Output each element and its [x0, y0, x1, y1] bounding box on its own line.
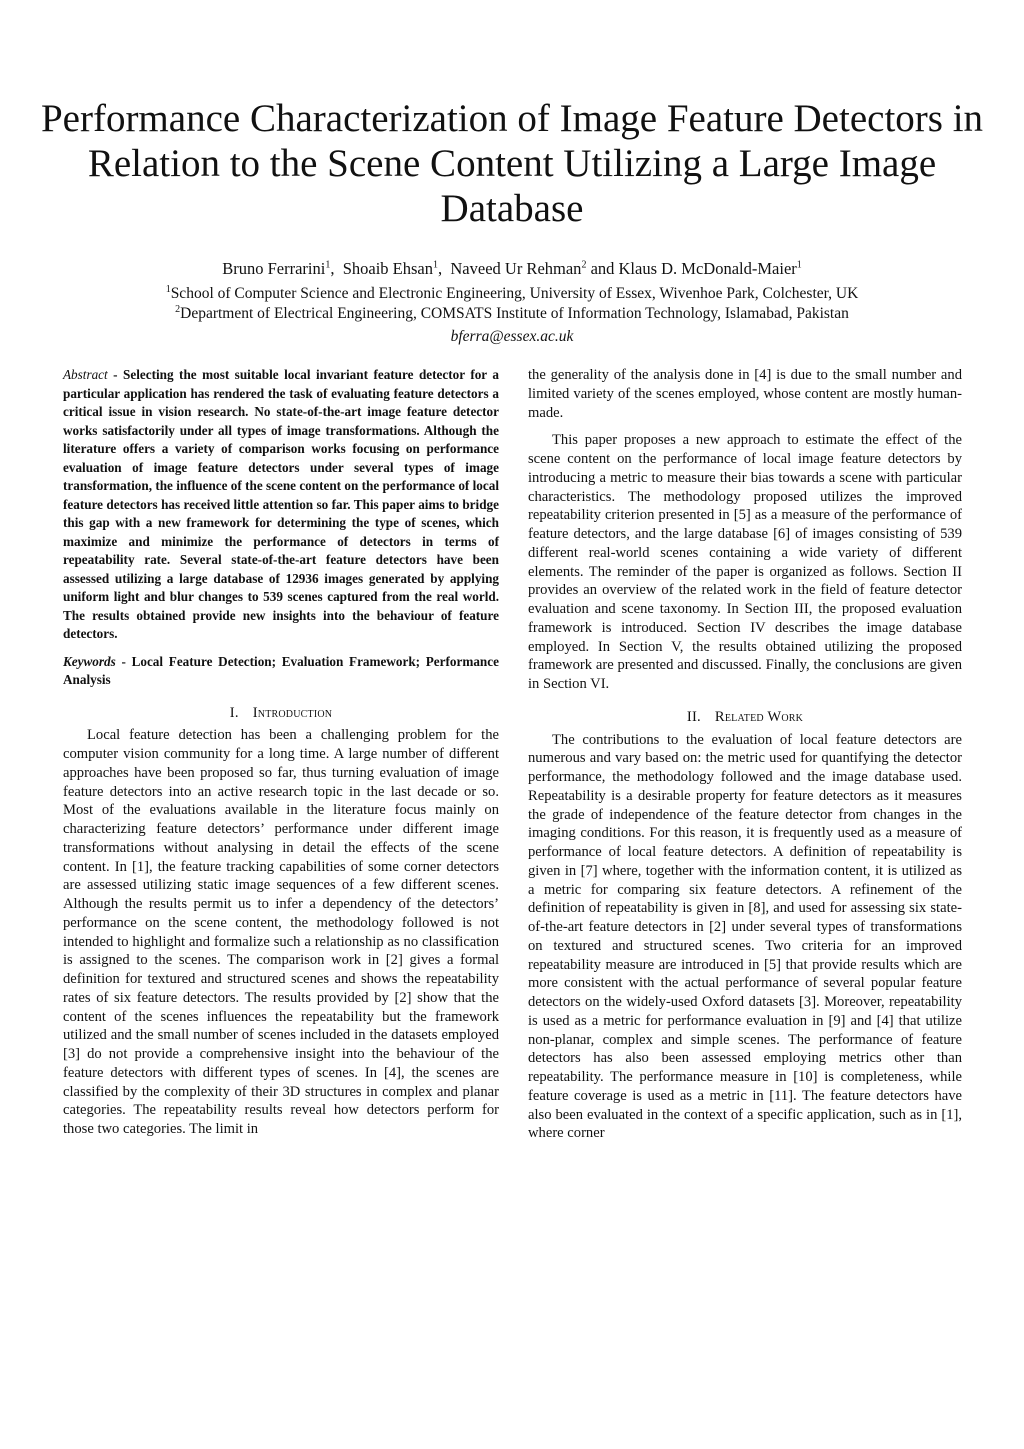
contact-email: bferra@essex.ac.uk [450, 328, 574, 345]
related-work-paragraph: The contributions to the evaluation of local feature detectors are numerous and vary based on: the metric used for quantifying the detector performance, the methodology followed and the image database used. Repeatability is a desirable property for feature detectors as it measures the grade of independence of the feature detector from changes in the imaging conditions. For this reason, it is frequently used as a measure of performance of local feature detectors. A definition of repeatability is given in [7] where, together with the information content, it is utilized as a metric for comparing six feature detectors. A refinement of the definition of repeatability is given in [8], and used for assessing six state-of-the-art feature detectors in [2] under several types of transformations on textured and structured scenes. Two criteria for an improved repeatability measure are introduced in [5] that provide results which are more consistent with the actual performance of several popular feature detectors on the widely-used Oxford datasets [3]. Moreover, repeatability is used as a metric for performance evaluation in [9] and [4] that utilize non-planar, complex and simple scenes. The performance of feature detectors has also been assessed employing metrics other than repeatability. The performance measure in [10] is completeness, while feature coverage is used as a metric in [11]. The feature detectors have also been evaluated in the context of a specific application, such as in [1], where corner [528, 731, 962, 1142]
abstract-label: Abstract [63, 367, 108, 382]
affiliation-mark: 1 [165, 283, 171, 295]
separator: , [330, 259, 335, 278]
abstract [63, 366, 499, 644]
author-name: Naveed Ur Rehman [450, 259, 582, 278]
section-heading-introduction [63, 704, 499, 723]
introduction-paragraph: Local feature detection has been a challenging problem for the computer vision community for a long time. A large number of different approaches have been proposed so far, thus turning evaluation of image feature detectors into an active research topic in the last decade or so. Most of the evaluations available in the literature focus mainly on characterizing feature detectors’ performance under different image transformations without analysing in detail the effects of the scene content. In [1], the feature tracking capabilities of some corner detectors are assessed utilizing static image sequences of a few different scenes. Although the results permit us to infer a dependency of the detectors’ performance on the scene content, the methodology followed is not intended to highlight and formalize such a relationship as no classification is assigned to the scenes. The comparison work in [2] gives a formal definition for textured and structured scenes and shows the repeatability rates of six feature detectors. The results provided by [2] show that the content of the scenes influences the repeatability but the framework utilized and the small number of scenes included in the datasets employed [3] do not provide a comprehensive insight into the behaviour of the feature detectors with different types of scenes. In [4], the scenes are classified by the complexity of their 3D structures in complex and planar categories. The repeatability results reveal how detectors perform for those two categories. The limit in [63, 727, 499, 1137]
separator: and [590, 259, 615, 278]
abstract-dash: - [107, 367, 124, 382]
separator: , [438, 259, 443, 278]
affiliation-text: Department of Electrical Engineering, COMSATS Institute of Information Technology, Islamabad, Pakistan [180, 305, 849, 322]
affiliation-mark: 1 [325, 259, 331, 271]
keywords-label: Keywords [63, 653, 116, 669]
keywords-dash: - [115, 653, 132, 669]
author-name: Klaus D. McDonald-Maier [618, 259, 797, 278]
affiliation-mark: 1 [796, 259, 802, 271]
keywords [63, 653, 499, 690]
section-heading-related-work [528, 708, 962, 727]
section-number: II. [686, 708, 701, 725]
introduction-continuation: the generality of the analysis done in [4] is due to the small number and limited variety of the scenes employed, whose content are mostly human-made. [528, 367, 962, 421]
affiliation-mark: 2 [581, 259, 587, 271]
author-name: Shoaib Ehsan [342, 259, 434, 278]
affiliation-mark: 2 [175, 303, 181, 315]
affiliation-line [40, 304, 984, 324]
affiliation-text: School of Computer Science and Electronic Engineering, University of Essex, Wivenhoe Park, Colchester, UK [170, 285, 859, 302]
section-title: Related Work [714, 708, 804, 725]
author-list [40, 258, 984, 280]
paper-title: Performance Characterization of Image Feature Detectors in Relation to the Scene Content Utilizing a Large Image Database [40, 97, 984, 230]
keywords-text: Local Feature Detection; Evaluation Framework; Performance Analysis [63, 653, 499, 687]
affiliation-line [40, 284, 984, 304]
introduction-paragraph-2: This paper proposes a new approach to estimate the effect of the scene content on the performance of local image feature detectors by introducing a metric to measure their bias towards a scene with particular characteristics. The methodology proposed utilizes the improved repeatability criterion presented in [5] as a measure of the performance of feature detectors, and the large database [6] of images consisting of 539 different real-world scenes containing a wide variety of different elements. The reminder of the paper is organized as follows. Section II provides an overview of the related work in the field of feature detector evaluation and scene taxonomy. In Section III, the proposed evaluation framework is introduced. Section IV describes the image database employed. In Section V, the results obtained utilizing the proposed framework are presented and discussed. Finally, the conclusions are given in Section VI. [528, 432, 962, 692]
section-title: Introduction [252, 704, 333, 721]
section-number: I. [229, 704, 239, 721]
left-column [63, 366, 499, 1139]
author-name: Bruno Ferrarini [222, 259, 326, 278]
affiliation-mark: 1 [433, 259, 439, 271]
abstract-text: Selecting the most suitable local invariant feature detector for a particular application has rendered the task of evaluating feature detectors a critical issue in vision research. No state-of-the-art image feature detector works satisfactorily under all types of image transformations. Although the literature offers a variety of comparison works focusing on performance evaluation of image feature detectors under several types of image transformation, the influence of the scene content on the performance of local feature detectors has received little attention so far. This paper aims to bridge this gap with a new framework for determining the type of scenes, which maximize and minimize the performance of detectors in terms of repeatability rate. Several state-of-the-art feature detectors have been assessed utilizing a large database of 12936 images generated by applying uniform light and blur changes to 539 scenes captured from the real world. The results obtained provide new insights into the behaviour of feature detectors. [63, 367, 499, 641]
right-column [528, 366, 962, 1143]
